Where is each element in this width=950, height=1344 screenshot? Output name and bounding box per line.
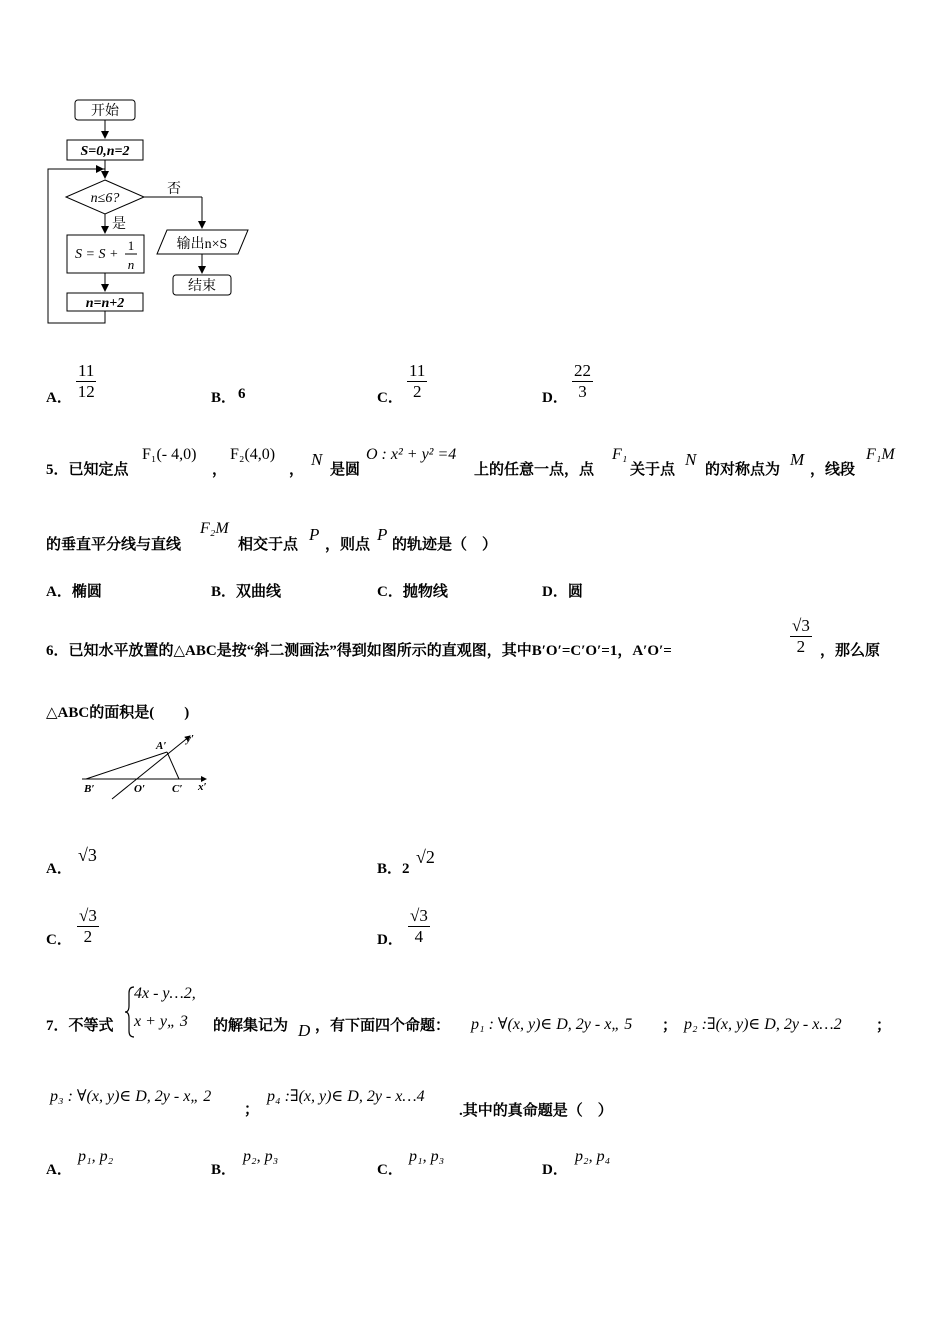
q7-t1: 的解集记为 bbox=[213, 1018, 289, 1034]
label-c: C′ bbox=[172, 783, 183, 795]
q5-f2-point: F₂(4,0) bbox=[230, 446, 276, 463]
q4-option-d-fraction bbox=[572, 361, 593, 402]
q7-option-c-value: p₁, p₃ bbox=[409, 1148, 445, 1165]
fraction-numerator: √3 bbox=[410, 906, 428, 925]
q6-line1-end: ，那么原 bbox=[820, 643, 881, 659]
segment-ba bbox=[86, 752, 167, 779]
q6-option-d-fraction bbox=[408, 906, 430, 947]
q6-figure bbox=[78, 728, 218, 800]
q5-option-d[interactable]: D．圆 bbox=[542, 584, 583, 600]
fraction-numerator: √3 bbox=[79, 906, 97, 925]
flow-no-label: 否 bbox=[167, 182, 181, 197]
flow-body-den: n bbox=[127, 257, 135, 272]
q5-circle-equation: O : x² + y² =4 bbox=[366, 446, 457, 463]
flow-body-num: 1 bbox=[127, 238, 135, 253]
q6-option-d-label: D． bbox=[377, 932, 403, 948]
label-b: B′ bbox=[84, 783, 95, 795]
q4-option-c-fraction bbox=[407, 361, 427, 402]
q7-option-b-value: p₂, p₃ bbox=[243, 1148, 279, 1165]
fraction-denominator: 3 bbox=[578, 382, 587, 401]
q6-option-c-label: C． bbox=[46, 932, 72, 948]
q4-option-a-label: A． bbox=[46, 390, 72, 406]
q6-option-a-value: √3 bbox=[78, 845, 97, 865]
fraction-denominator: 2 bbox=[412, 382, 422, 401]
q5-line2-t4: 的轨迹是（ ） bbox=[392, 537, 498, 553]
q5-line2-t3: ，则点 bbox=[325, 537, 371, 553]
q7-p1: p₁ : ∀(x, y)∈ D, 2y - x„ 5 bbox=[471, 1016, 633, 1033]
q4-option-b-label: B． bbox=[211, 390, 237, 406]
flow-body-lhs: S = S + bbox=[75, 247, 119, 262]
q5-f1m: F₁M bbox=[866, 446, 895, 463]
q4-option-d-label: D． bbox=[542, 390, 568, 406]
q5-option-b[interactable]: B．双曲线 bbox=[211, 584, 282, 600]
q7-option-b-label: B． bbox=[211, 1162, 237, 1178]
q5-t5: ，线段 bbox=[810, 462, 856, 478]
q5-n: N bbox=[311, 450, 323, 469]
segment-ac bbox=[167, 752, 179, 779]
q4-option-b-value: 6 bbox=[238, 386, 246, 402]
fraction-numerator: √3 bbox=[792, 616, 810, 635]
q5-line2-t1: 的垂直平分线与直线 bbox=[46, 537, 182, 553]
flow-update-text: n=n+2 bbox=[85, 296, 125, 311]
fraction-denominator: 12 bbox=[77, 382, 95, 401]
q6-option-a-label: A． bbox=[46, 861, 72, 877]
q7-system-line1: 4x - y…2, bbox=[134, 985, 196, 1002]
label-o: O′ bbox=[134, 783, 146, 795]
q5-prefix: 5．已知定点 bbox=[46, 462, 129, 478]
flow-condition-text: n≤6? bbox=[90, 191, 120, 206]
q5-comma2: ， bbox=[289, 462, 305, 478]
q5-line2-t2: 相交于点 bbox=[238, 537, 299, 553]
fraction-denominator: 2 bbox=[796, 637, 806, 656]
q7-t2: ，有下面四个命题： bbox=[315, 1018, 451, 1034]
label-y: y′ bbox=[186, 733, 194, 745]
q6-option-b-label: B．2 bbox=[377, 861, 410, 877]
q5-f1b: F₁ bbox=[612, 446, 628, 463]
q7-sep3: ； bbox=[244, 1102, 260, 1118]
flow-yes-label: 是 bbox=[112, 217, 126, 232]
flow-output-text: 输出n×S bbox=[176, 237, 228, 252]
label-x: x′ bbox=[198, 781, 207, 793]
q5-m: M bbox=[790, 450, 805, 469]
q6-line1: 6．已知水平放置的△ABC是按“斜二测画法”得到如图所示的直观图，其中B′O′=C′O′=1，A′O′= bbox=[46, 643, 672, 659]
q6-option-c-fraction bbox=[77, 906, 99, 947]
q7-option-a-value: p₁, p₂ bbox=[78, 1148, 114, 1165]
q5-option-a[interactable]: A．椭圆 bbox=[46, 584, 102, 600]
flow-end-text: 结束 bbox=[188, 279, 216, 294]
q7-sep1: ； bbox=[662, 1018, 678, 1034]
q6-ao-fraction bbox=[790, 616, 812, 657]
q7-t3: .其中的真命题是（ ） bbox=[459, 1103, 613, 1119]
q5-t2: 上的任意一点，点 bbox=[474, 462, 595, 478]
q6-line2: △ABC的面积是( ) bbox=[46, 705, 190, 721]
fraction-numerator: 22 bbox=[574, 361, 591, 380]
flow-start-text: 开始 bbox=[91, 104, 119, 119]
q7-option-a-label: A． bbox=[46, 1162, 72, 1178]
q5-n2: N bbox=[685, 450, 697, 469]
q5-p2: P bbox=[377, 525, 388, 544]
q5-t4: 的对称点为 bbox=[705, 462, 781, 478]
q4-option-c-label: C． bbox=[377, 390, 403, 406]
fraction-denominator: 2 bbox=[83, 927, 93, 946]
label-a: A′ bbox=[156, 740, 167, 752]
q5-t3: 关于点 bbox=[630, 462, 676, 478]
q5-t1: 是圆 bbox=[330, 462, 361, 478]
q7-option-c-label: C． bbox=[377, 1162, 403, 1178]
q7-p2: p₂ :∃(x, y)∈ D, 2y - x…2 bbox=[684, 1016, 842, 1033]
q7-option-d-label: D． bbox=[542, 1162, 568, 1178]
q5-option-c[interactable]: C．抛物线 bbox=[377, 584, 448, 600]
fraction-numerator: 11 bbox=[78, 361, 95, 380]
q7-option-d-value: p₂, p₄ bbox=[575, 1148, 611, 1165]
flow-init-text: S=0,n=2 bbox=[80, 144, 130, 159]
q7-p4: p₄ :∃(x, y)∈ D, 2y - x…4 bbox=[267, 1088, 425, 1105]
q7-system-line2: x + y„ 3 bbox=[134, 1013, 188, 1030]
q7-prefix: 7．不等式 bbox=[46, 1018, 114, 1034]
q5-f1-point: F₁(- 4,0) bbox=[142, 446, 197, 463]
q5-f2m: F₂M bbox=[200, 520, 229, 537]
q6-option-b-value: √2 bbox=[416, 847, 435, 867]
q4-option-a-fraction bbox=[76, 361, 96, 402]
fraction-numerator: 11 bbox=[409, 361, 426, 380]
fraction-denominator: 4 bbox=[414, 927, 424, 946]
q5-comma1: ， bbox=[212, 462, 228, 478]
q7-d: D bbox=[298, 1021, 311, 1040]
q7-p3: p₃ : ∀(x, y)∈ D, 2y - x„ 2 bbox=[50, 1088, 212, 1105]
q5-p: P bbox=[309, 525, 320, 544]
flowchart bbox=[40, 95, 260, 335]
q7-sep2: ； bbox=[876, 1018, 892, 1034]
